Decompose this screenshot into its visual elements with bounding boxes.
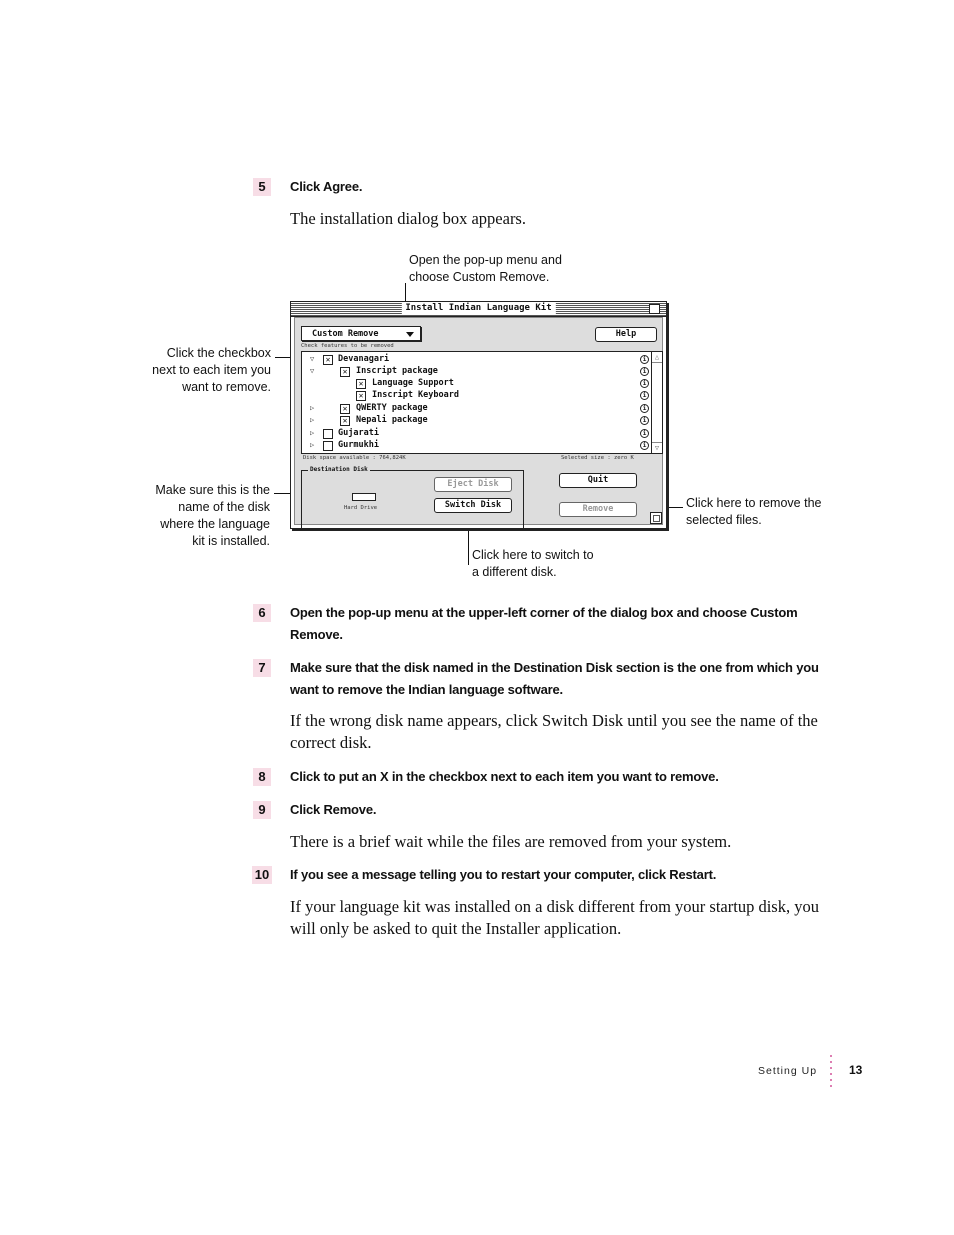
- checkbox-checked-icon[interactable]: ✕: [340, 404, 350, 414]
- switch-disk-button[interactable]: Switch Disk: [434, 498, 512, 513]
- callout-remove: Click here to remove the selected files.: [686, 496, 822, 527]
- selected-size-label: Selected size : zero K: [561, 455, 634, 461]
- destination-disk-group: [301, 466, 524, 529]
- expanded-triangle-icon[interactable]: ▽: [310, 367, 315, 375]
- step-instruction: Click Agree.: [290, 179, 363, 194]
- eject-disk-button[interactable]: Eject Disk: [434, 477, 512, 492]
- list-item: [302, 414, 650, 426]
- list-item: [302, 377, 650, 389]
- item-label: Inscript Keyboard: [372, 390, 459, 400]
- dialog-title-bar[interactable]: [291, 302, 666, 317]
- destination-disk-label: Destination Disk: [310, 466, 368, 473]
- disk-space-label: Disk space available : 764,824K: [303, 455, 406, 461]
- step-number: 7: [253, 659, 271, 677]
- callout-disk: Make sure this is the name of the disk where the language kit is installed.: [155, 483, 270, 548]
- remove-button[interactable]: Remove: [559, 502, 637, 517]
- checkbox-checked-icon[interactable]: ✕: [340, 367, 350, 377]
- info-icon[interactable]: i: [640, 404, 649, 413]
- info-icon[interactable]: i: [640, 391, 649, 400]
- checkbox-checked-icon[interactable]: ✕: [323, 355, 333, 365]
- dialog-content: [294, 317, 663, 525]
- zoom-box-icon[interactable]: [649, 304, 660, 314]
- step-number: 9: [253, 801, 271, 819]
- callout-checkbox: Click the checkbox next to each item you want to remove.: [152, 346, 271, 394]
- checkbox-checked-icon[interactable]: ✕: [340, 416, 350, 426]
- checkbox-checked-icon[interactable]: ✕: [356, 391, 366, 401]
- list-item: [302, 389, 650, 401]
- list-item: [302, 402, 650, 414]
- step-instruction: Make sure that the disk named in the Destination Disk section is the one from which you want to remove the Indian language software.: [290, 660, 819, 697]
- step-number: 8: [253, 768, 271, 786]
- list-item: [302, 365, 650, 377]
- collapsed-triangle-icon[interactable]: ▷: [310, 416, 315, 424]
- hard-drive-icon: [352, 493, 376, 501]
- callout-popup: Open the pop-up menu and choose Custom Remove.: [409, 253, 562, 284]
- scroll-down-arrow-icon[interactable]: ▽: [652, 442, 662, 453]
- footer-dot-divider: [830, 1055, 833, 1091]
- quit-button[interactable]: Quit: [559, 473, 637, 488]
- list-item: [302, 439, 650, 451]
- info-icon[interactable]: i: [640, 416, 649, 425]
- info-icon[interactable]: i: [640, 379, 649, 388]
- checkbox-checked-icon[interactable]: ✕: [356, 379, 366, 389]
- item-label: Nepali package: [356, 415, 428, 425]
- step-instruction: Click to put an X in the checkbox next to each item you want to remove.: [290, 769, 719, 784]
- collapsed-triangle-icon[interactable]: ▷: [310, 404, 315, 412]
- step-instruction: Click Remove.: [290, 802, 377, 817]
- popup-arrow-icon: [406, 332, 414, 337]
- installer-dialog: [290, 301, 667, 529]
- list-item: [302, 353, 650, 365]
- grow-box-icon[interactable]: [650, 512, 662, 524]
- list-item: [302, 427, 650, 439]
- step-body-text: If the wrong disk name appears, click Switch Disk until you see the name of the correct disk.: [290, 711, 818, 752]
- step-body-text: The installation dialog box appears.: [290, 209, 526, 228]
- collapsed-triangle-icon[interactable]: ▷: [310, 441, 315, 449]
- checkbox-unchecked-icon[interactable]: [323, 429, 333, 439]
- step-instruction: Open the pop-up menu at the upper-left corner of the dialog box and choose Custom Remove.: [290, 605, 798, 642]
- check-features-label: Check features to be removed: [301, 343, 394, 349]
- step-body-text: If your language kit was installed on a disk different from your startup disk, you will only be asked to quit the Installer application.: [290, 897, 819, 938]
- collapsed-triangle-icon[interactable]: ▷: [310, 429, 315, 437]
- item-label: QWERTY package: [356, 403, 428, 413]
- info-icon[interactable]: i: [640, 355, 649, 364]
- item-label: Gujarati: [338, 428, 379, 438]
- list-scrollbar[interactable]: [651, 352, 662, 453]
- item-label: Devanagari: [338, 354, 390, 364]
- callout-switch: Click here to switch to a different disk.: [472, 548, 594, 579]
- info-icon[interactable]: i: [640, 441, 649, 450]
- step-number: 6: [253, 604, 271, 622]
- expanded-triangle-icon[interactable]: ▽: [310, 355, 315, 363]
- item-label: Gurmukhi: [338, 440, 379, 450]
- help-button[interactable]: Help: [595, 327, 657, 342]
- footer-section-title: Setting Up: [758, 1065, 818, 1077]
- page-number: 13: [849, 1063, 863, 1077]
- info-icon[interactable]: i: [640, 367, 649, 376]
- step-number: 10: [252, 866, 272, 884]
- dialog-title: Install Indian Language Kit: [401, 302, 555, 315]
- features-list: [301, 351, 663, 454]
- info-icon[interactable]: i: [640, 429, 649, 438]
- disk-name: Hard Drive: [344, 505, 378, 511]
- custom-remove-popup[interactable]: [301, 326, 421, 341]
- step-instruction: If you see a message telling you to restart your computer, click Restart.: [290, 867, 717, 882]
- item-label: Language Support: [372, 378, 454, 388]
- scroll-up-arrow-icon[interactable]: △: [652, 352, 662, 363]
- popup-value: Custom Remove: [312, 329, 379, 339]
- checkbox-unchecked-icon[interactable]: [323, 441, 333, 451]
- step-body-text: There is a brief wait while the files are removed from your system.: [290, 832, 732, 851]
- step-number: 5: [253, 178, 271, 196]
- item-label: Inscript package: [356, 366, 438, 376]
